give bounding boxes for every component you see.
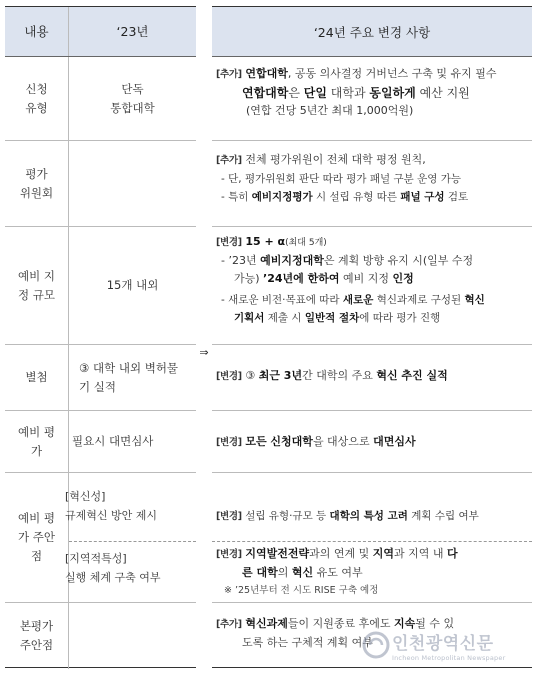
change-row-prelim-criteria xyxy=(212,473,532,603)
change-line: - 단, 평가위원회 판단 따라 평가 패널 구분 운영 가능 xyxy=(221,173,462,185)
table-row xyxy=(5,141,196,227)
header-row xyxy=(5,7,196,57)
innovation-heading: [혁신성] xyxy=(65,490,106,503)
table-row xyxy=(5,227,196,345)
row-value-2023 xyxy=(69,141,196,226)
row-label: 별첨 xyxy=(5,345,69,410)
row-value-2023 xyxy=(69,603,196,669)
row-label: 예비 평 가 xyxy=(5,411,69,472)
change-line: [추가] 혁신과제들이 지원종료 후에도 지속될 수 있 xyxy=(216,617,455,630)
change-line: - 새로운 비전·목표에 따라 새로운 혁신과제로 구성된 혁신 xyxy=(221,294,485,306)
change-row-designation xyxy=(212,227,532,345)
header-content: 내용 xyxy=(5,7,69,56)
table-row xyxy=(5,603,196,669)
table-row xyxy=(5,57,196,141)
change-content xyxy=(216,151,528,206)
change-line: 도록 하는 구체적 계획 여부 xyxy=(242,636,373,649)
row-label: 예비 평 가 주안 점 xyxy=(5,473,69,602)
divider xyxy=(212,541,532,542)
change-line: 기획서 제출 시 일반적 절차에 따라 평가 진행 xyxy=(234,312,441,324)
watermark-text: 인천광역신문 xyxy=(392,634,494,654)
change-content xyxy=(216,507,528,526)
watermark-subtext: Incheon Metropolitan Newspaper xyxy=(392,654,506,662)
regional-text: 실행 체계 구축 여부 xyxy=(65,571,161,584)
change-content xyxy=(216,545,528,600)
regional-heading: [지역적특성] xyxy=(65,552,127,565)
change-line: [변경] 모든 신청대학을 대상으로 대면심사 xyxy=(216,435,416,448)
table-row xyxy=(5,345,196,411)
row-label: 예비 지 정 규모 xyxy=(5,227,69,344)
change-row-attachment xyxy=(212,345,532,411)
row-label: 평가 위원회 xyxy=(5,141,69,226)
innovation-text: 규제혁신 방안 제시 xyxy=(65,509,158,522)
row-value-2023: ③ 대학 내외 벽허물 기 실적 xyxy=(79,360,179,394)
change-line: (연합 건당 5년간 최대 1,000억원) xyxy=(246,104,414,117)
row-value-2023: 단독 통합대학 xyxy=(110,81,155,115)
change-line: [변경] 지역발전전략과의 연계 및 지역과 지역 내 다 xyxy=(216,547,458,560)
change-row-prelim-eval xyxy=(212,411,532,473)
change-row-committee xyxy=(212,141,532,227)
regional-criteria xyxy=(65,549,161,587)
table-2023 xyxy=(5,6,196,668)
change-line: 연합대학은 단일 대학과 동일하게 예산 지원 xyxy=(242,86,470,100)
change-content xyxy=(216,65,528,120)
row-value-2023: 15개 내외 xyxy=(106,278,159,292)
table-2024-changes xyxy=(212,6,532,668)
change-content xyxy=(216,367,528,386)
change-line: 가능) ’24년에 한하여 예비 지정 인정 xyxy=(234,272,414,285)
header-row xyxy=(212,7,532,57)
header-2024: ‘24년 주요 변경 사항 xyxy=(313,24,431,40)
change-content xyxy=(216,433,528,452)
change-line: [변경] ③ 최근 3년간 대학의 주요 혁신 추진 실적 xyxy=(216,369,448,382)
change-line: [추가] 연합대학, 공동 의사결정 거버넌스 구축 및 유지 필수 xyxy=(216,67,497,80)
note: ※ ’25년부터 전 시도 RISE 구축 예정 xyxy=(224,585,379,596)
arrow-icon: ⇒ xyxy=(199,346,209,359)
change-line: - ’23년 예비지정대학은 계획 방향 유지 시(일부 수정 xyxy=(221,254,474,267)
table-row xyxy=(5,411,196,473)
divider xyxy=(69,541,196,542)
change-content xyxy=(216,233,528,327)
row-value-2023: 필요시 대면심사 xyxy=(72,434,154,448)
row-label: 신청 유형 xyxy=(5,57,69,140)
change-line: [추가] 전체 평가위원이 전체 대학 평정 원칙, xyxy=(216,153,426,166)
header-2023: ‘23년 xyxy=(116,24,149,39)
change-row-application xyxy=(212,57,532,141)
change-line: [변경] 15 + α(최대 5개) xyxy=(216,235,327,248)
change-line: 른 대학의 혁신 유도 여부 xyxy=(242,566,363,579)
innovation-criteria xyxy=(65,487,157,525)
row-label: 본평가 주안점 xyxy=(5,603,69,669)
change-line: [변경] 설립 유형·규모 등 대학의 특성 고려 계획 수립 여부 xyxy=(216,510,479,522)
table-row xyxy=(5,473,196,603)
change-line: - 특히 예비지정평가 시 설립 유형 따른 패널 구성 검토 xyxy=(221,191,469,203)
